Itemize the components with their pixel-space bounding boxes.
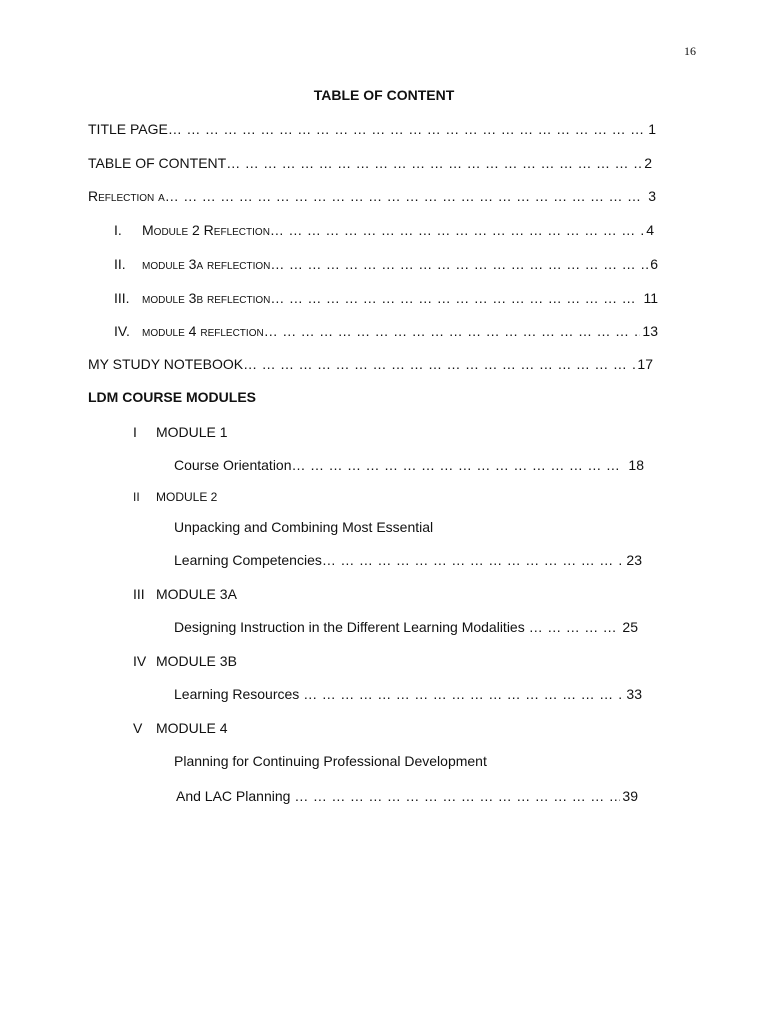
- dot-leader: [299, 685, 624, 703]
- entry-numeral: IV.: [114, 323, 130, 339]
- dot-leader: [322, 551, 625, 569]
- module-name: MODULE 3A: [156, 586, 237, 602]
- page-number: 16: [684, 44, 696, 58]
- module-4-heading: [133, 719, 228, 737]
- entry-label: TABLE OF CONTENT: [88, 155, 227, 171]
- entry-label: Learning Resources: [174, 686, 300, 702]
- module-numeral: I: [133, 424, 137, 440]
- toc-entry-reflection-a: [88, 187, 656, 205]
- module-3a-heading: [133, 585, 237, 603]
- entry-label: And LAC Planning: [176, 788, 291, 804]
- module-name: MODULE 3B: [156, 653, 237, 669]
- entry-label: Course Orientation: [174, 457, 292, 473]
- toc-entry-study-notebook: [88, 355, 653, 373]
- module-name: MODULE 1: [156, 424, 228, 440]
- entry-numeral: III.: [114, 290, 130, 306]
- entry-numeral: II.: [114, 256, 126, 272]
- dot-leader: [226, 154, 642, 172]
- entry-label: module 3a reflection: [142, 256, 271, 272]
- module-3b-heading: [133, 652, 237, 670]
- entry-page: 23: [626, 552, 642, 568]
- module-name: MODULE 2: [156, 490, 218, 504]
- module-numeral: V: [133, 720, 143, 736]
- entry-label: Designing Instruction in the Different Learning Modalities: [174, 619, 525, 635]
- module-4-entry: [176, 787, 638, 805]
- module-3a-entry: [174, 618, 638, 636]
- module-3b-entry: [174, 685, 642, 703]
- entry-numeral: I.: [114, 222, 122, 238]
- entry-label: TITLE PAGE: [88, 121, 168, 137]
- entry-label: Module 2 Reflection: [142, 222, 270, 238]
- toc-entry-reflection-1: [114, 221, 654, 239]
- module-numeral: IV: [133, 653, 147, 669]
- entry-page: 18: [628, 457, 644, 473]
- entry-page: 11: [643, 290, 658, 306]
- module-2-line-1: Unpacking and Combining Most Essential: [174, 519, 434, 535]
- toc-entry-reflection-2: [114, 255, 658, 273]
- module-2-heading: [133, 488, 217, 506]
- entry-label: Learning Competencies: [174, 552, 322, 568]
- dot-leader: [270, 255, 648, 273]
- module-1-entry: [174, 456, 644, 474]
- entry-label: Reflection a: [88, 188, 165, 204]
- module-1-heading: [133, 423, 228, 441]
- entry-label: MY STUDY NOTEBOOK: [88, 356, 244, 372]
- entry-label: module 3b reflection: [142, 290, 271, 306]
- entry-page: 6: [650, 256, 658, 272]
- module-2-entry: [174, 551, 642, 569]
- dot-leader: [270, 221, 644, 239]
- entry-label: module 4 reflection: [142, 323, 264, 339]
- dot-leader: [290, 787, 620, 805]
- entry-page: 39: [622, 788, 638, 804]
- toc-entry-reflection-4: [114, 322, 658, 340]
- dot-leader: [525, 618, 621, 636]
- ldm-heading: LDM COURSE MODULES: [88, 389, 256, 405]
- module-4-line-1: Planning for Continuing Professional Development: [174, 753, 487, 769]
- module-name: MODULE 4: [156, 720, 228, 736]
- dot-leader: [292, 456, 627, 474]
- entry-page: 17: [637, 356, 653, 372]
- toc-entry-title-page: [88, 120, 656, 138]
- dot-leader: [165, 187, 646, 205]
- toc-title: TABLE OF CONTENT: [313, 87, 455, 103]
- entry-page: 25: [622, 619, 638, 635]
- module-numeral: II: [133, 490, 140, 504]
- module-numeral: III: [133, 586, 145, 602]
- entry-page: 2: [644, 155, 652, 171]
- entry-page: 1: [648, 121, 656, 137]
- entry-page: 3: [648, 188, 656, 204]
- toc-entry-reflection-3: [114, 289, 658, 307]
- toc-entry-table-of-content: [88, 154, 652, 172]
- entry-page: 33: [626, 686, 642, 702]
- dot-leader: [168, 120, 646, 138]
- entry-page: 13: [642, 323, 658, 339]
- entry-page: 4: [646, 222, 654, 238]
- dot-leader: [270, 289, 641, 307]
- dot-leader: [243, 355, 635, 373]
- dot-leader: [264, 322, 641, 340]
